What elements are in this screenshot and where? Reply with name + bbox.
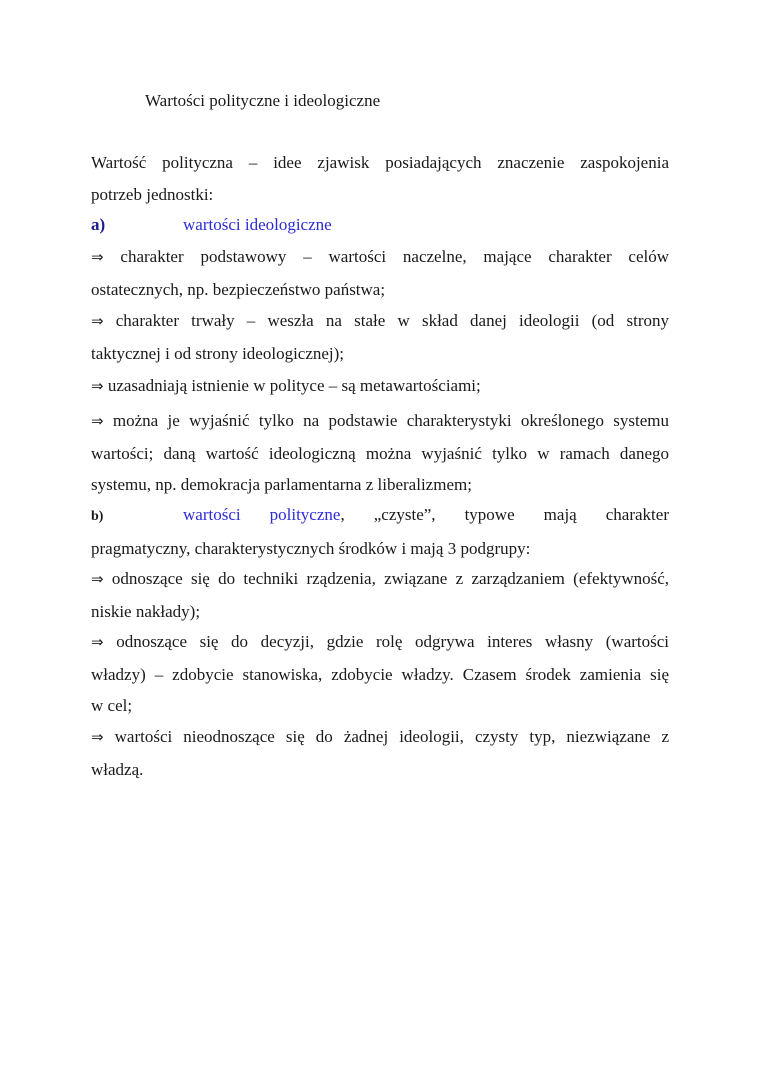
- section-b-text: pragmatyczny, charakterystycznych środków i mają 3 podgrupy:: [91, 538, 531, 558]
- list-item: [91, 241, 669, 305]
- list-item-text: uzasadniają istnienie w polityce – są metawartościami;: [107, 376, 481, 395]
- list-item-text: charakter podstawowy – wartości naczelne, mające charakter celów: [120, 247, 670, 266]
- list-item-text: wartości; daną wartość ideologiczną można wyjaśnić tylko w ramach danego: [91, 443, 669, 463]
- list-item: [91, 405, 669, 501]
- list-item: [91, 370, 669, 403]
- arrow-icon: ⇒: [91, 728, 104, 746]
- list-item: [91, 626, 669, 722]
- page-title: Wartości polityczne i ideologiczne: [145, 91, 381, 110]
- arrow-icon: ⇒: [91, 312, 104, 330]
- list-item-text: systemu, np. demokracja parlamentarna z liberalizmem;: [91, 475, 472, 494]
- list-item-text: niskie nakłady);: [91, 601, 201, 621]
- arrow-icon: ⇒: [91, 412, 104, 430]
- section-a-title: wartości ideologiczne: [183, 215, 332, 234]
- section-b-text: , „czyste”, typowe mają charakter: [340, 505, 669, 524]
- list-item-text: władzą.: [91, 759, 144, 779]
- section-b-paragraph: [91, 499, 669, 564]
- section-b-label: b): [91, 509, 104, 524]
- list-item-text: można je wyjaśnić tylko na podstawie charakterystyki określonego systemu: [112, 411, 669, 430]
- list-item-text: ostatecznych, np. bezpieczeństwo państwa;: [91, 279, 386, 299]
- list-item: [91, 563, 669, 627]
- section-b-title: wartości polityczne: [183, 505, 341, 524]
- list-item-text: w cel;: [91, 696, 133, 715]
- arrow-icon: ⇒: [91, 633, 104, 651]
- section-a-heading: [91, 209, 669, 241]
- list-item-text: taktycznej i od strony ideologicznej);: [91, 343, 345, 363]
- intro-paragraph: [91, 147, 669, 210]
- list-item-text: odnoszące się do decyzji, gdzie rolę odgrywa interes własny (wartości: [116, 632, 670, 651]
- intro-line: Wartość polityczna – idee zjawisk posiadających znaczenie zaspokojenia: [91, 153, 669, 172]
- list-item-text: władzy) – zdobycie stanowiska, zdobycie władzy. Czasem środek zamienia się: [91, 664, 669, 684]
- list-item-text: odnoszące się do techniki rządzenia, związane z zarządzaniem (efektywność,: [111, 569, 670, 588]
- arrow-icon: ⇒: [91, 570, 104, 588]
- list-item: [91, 721, 669, 785]
- list-item-text: charakter trwały – weszła na stałe w skład danej ideologii (od strony: [115, 311, 669, 330]
- arrow-icon: ⇒: [91, 248, 104, 266]
- list-item: [91, 305, 669, 369]
- arrow-icon: ⇒: [91, 377, 104, 395]
- intro-line: potrzeb jednostki:: [91, 184, 214, 204]
- list-item-text: wartości nieodnoszące się do żadnej ideologii, czysty typ, niezwiązane z: [114, 727, 669, 746]
- section-a-label: a): [91, 215, 106, 234]
